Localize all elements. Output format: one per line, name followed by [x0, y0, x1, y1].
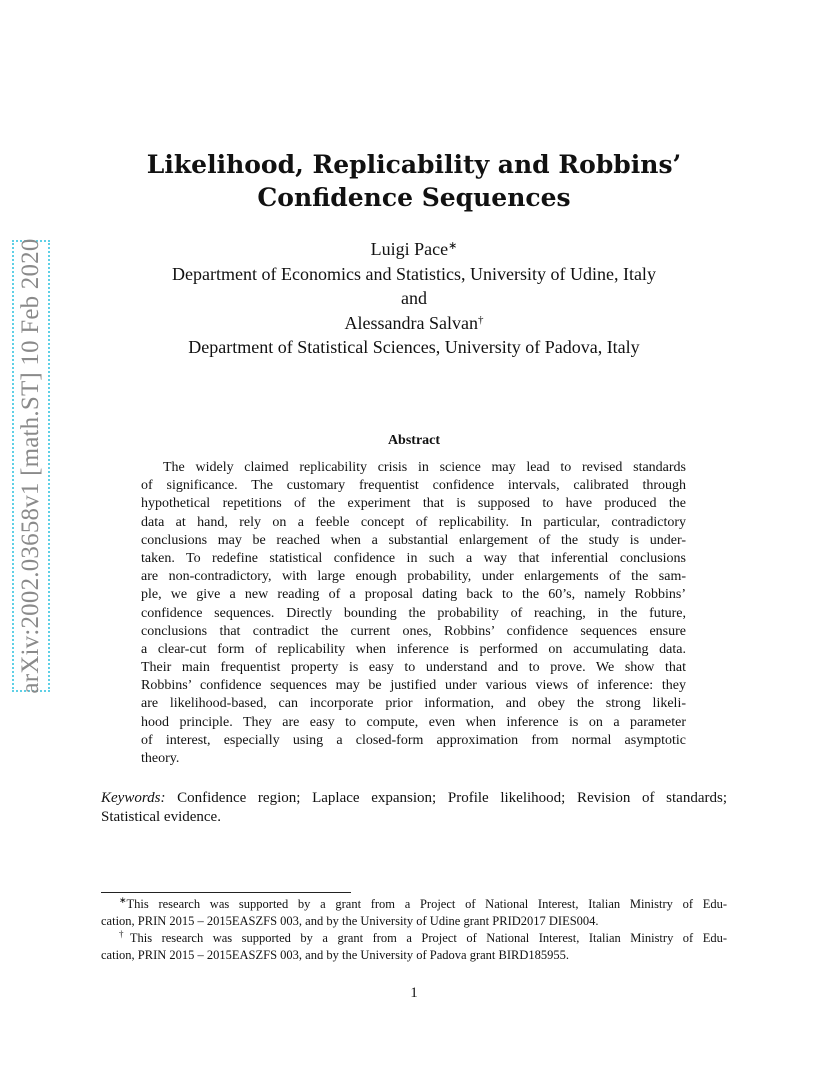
- keywords-line: Keywords: Confidence region; Laplace expansion; Profile likelihood; Revision of standards;: [101, 790, 727, 806]
- author-affiliation: Department of Economics and Statistics, University of Udine, Italy: [172, 263, 656, 284]
- arxiv-stamp: [12, 240, 50, 692]
- keywords-label: Keywords:: [101, 790, 166, 806]
- footnote-marker: †: [477, 313, 484, 326]
- footnote-marker: ∗: [448, 240, 458, 252]
- arxiv-identifier: arXiv:2002.03658v1 [math.ST] 10 Feb 2020: [17, 238, 44, 694]
- abstract-line: of interest, especially using a closed-form approximation from normal asymptotic: [141, 732, 686, 748]
- abstract-line: taken. To redefine statistical confidence in such a way that inferential conclusions: [141, 550, 686, 566]
- abstract-line: The widely claimed replicability crisis in science may lead to revised standards: [163, 460, 686, 475]
- abstract-line: Their main frequentist property is easy to understand and to prove. We show that: [141, 660, 686, 676]
- page-number: 1: [410, 985, 418, 1001]
- author-affiliation: Department of Statistical Sciences, University of Padova, Italy: [188, 337, 640, 358]
- keywords-line: Statistical evidence.: [101, 809, 221, 825]
- footnote-line: †This research was supported by a grant from a Project of National Interest, Italian Ministry of Edu-: [119, 929, 728, 945]
- abstract-line: conclusions may be reached when a substantial enlargement of the study is under-: [141, 532, 686, 548]
- abstract-line: theory.: [141, 751, 180, 766]
- abstract-line: a clear-cut form of replicability when inference is performed on accumulating data.: [141, 641, 686, 657]
- footnote-marker: †: [119, 929, 130, 939]
- abstract-line: data at hand, rely on a feeble concept of replicability. In particular, contradictory: [141, 514, 686, 530]
- abstract-line: of significance. The customary frequentist confidence intervals, calibrated through: [141, 478, 686, 494]
- footnotes: [101, 896, 727, 964]
- author-conjunction: and: [401, 288, 427, 309]
- paper-title: [100, 148, 728, 214]
- footnote-line: cation, PRIN 2015 – 2015EASZFS 003, and by the University of Udine grant PRID2017 DIES004.: [101, 914, 599, 928]
- abstract-line: hood principle. They are easy to compute, even when inference is on a parameter: [141, 714, 686, 730]
- title-line: Confidence Sequences: [257, 183, 571, 212]
- abstract-line: ple, we give a new reading of a proposal dating back to the 60’s, namely Robbins’: [141, 587, 686, 603]
- author-name: Luigi Pace∗: [370, 239, 458, 259]
- author-name: Alessandra Salvan†: [344, 312, 484, 333]
- abstract-line: hypothetical repetitions of the experiment that is supposed to have produced the: [141, 496, 686, 512]
- abstract-line: Robbins’ confidence sequences may be justified under various views of inference: they: [141, 678, 686, 694]
- footnote-marker: ∗: [119, 895, 127, 905]
- abstract-line: are likelihood-based, can incorporate prior information, and obey the strong likeli-: [141, 696, 686, 712]
- abstract-heading: Abstract: [387, 433, 441, 448]
- author-block: [100, 237, 728, 360]
- footnote-line: ∗This research was supported by a grant from a Project of National Interest, Italian Ministry of Edu-: [119, 895, 727, 911]
- abstract-body: [141, 459, 686, 768]
- footnote-rule: [101, 892, 351, 893]
- abstract-line: confidence sequences. Directly bounding the probability of reaching, in the future,: [141, 605, 686, 621]
- abstract-line: are non-contradictory, with large enough probability, under enlargements of the sam-: [141, 569, 686, 585]
- abstract-line: conclusions that contradict the current ones, Robbins’ confidence sequences ensure: [141, 623, 686, 639]
- keywords: [101, 789, 727, 827]
- title-line: Likelihood, Replicability and Robbins’: [146, 150, 682, 179]
- footnote-line: cation, PRIN 2015 – 2015EASZFS 003, and by the University of Padova grant BIRD185955.: [101, 948, 570, 962]
